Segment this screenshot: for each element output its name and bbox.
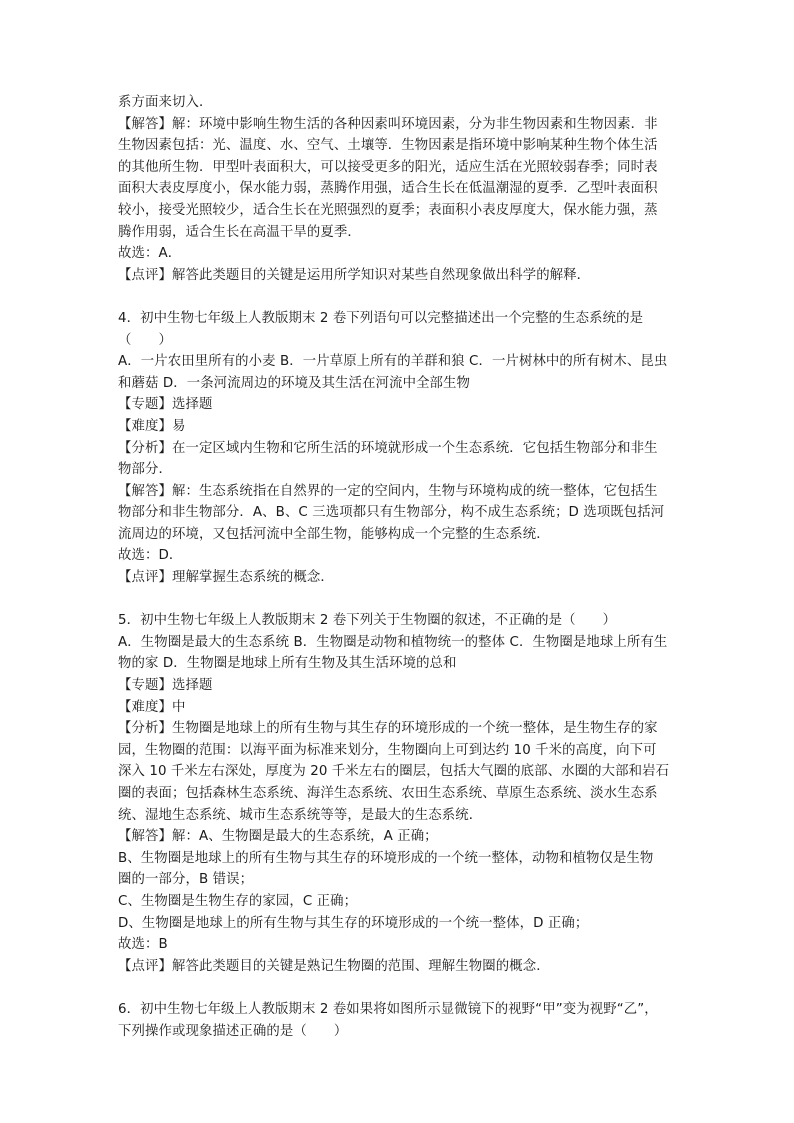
text-line: 【难度】易	[118, 418, 186, 434]
text-line: 【点评】解答此类题目的关键是运用所学知识对某些自然现象做出科学的解释．	[118, 267, 591, 283]
question-block	[118, 92, 678, 286]
text-line: 较小，接受光照较少，适合生长在光照强烈的夏季；表面积小表皮厚度大，保水能力强，蒸	[118, 202, 658, 218]
text-line: 面积大表皮厚度小，保水能力弱，蒸腾作用强，适合生长在低温潮湿的夏季．乙型叶表面积	[118, 181, 658, 197]
text-line: 圈的表面；包括森林生态系统、海洋生态系统、农田生态系统、草原生态系统、淡水生态系	[118, 786, 658, 801]
text-line: 4．初中生物七年级上人教版期末 2 卷下列语句可以完整描述出一个完整的生态系统的是	[118, 310, 644, 326]
text-line: 【专题】选择题	[118, 678, 213, 694]
text-line: 物的家 D．生物圈是地球上所有生物及其生活环境的总和	[118, 656, 457, 672]
document-page	[118, 92, 678, 1042]
question-block	[118, 308, 678, 589]
text-line: 和蘑菇 D．一条河流周边的环境及其生活在河流中全部生物	[118, 375, 471, 391]
paragraph-gap	[118, 589, 678, 611]
text-line: 【解答】解：A、生物圈是最大的生态系统，A 正确；	[118, 829, 438, 845]
text-line: 【难度】中	[118, 699, 186, 715]
text-line: 故选：D．	[118, 548, 183, 564]
text-line: B、生物圈是地球上的所有生物与其生存的环境形成的一个统一整体，动物和植物仅是生物	[118, 850, 654, 866]
text-line: 【点评】解答此类题目的关键是熟记生物圈的范围、理解生物圈的概念．	[118, 958, 550, 974]
text-line: 【分析】在一定区域内生物和它所生活的环境就形成一个生态系统．它包括生物部分和非生	[118, 440, 658, 456]
question-block	[118, 999, 678, 1042]
text-line: 物部分．	[118, 462, 172, 478]
text-line: 流周边的环境，又包括河流中全部生物，能够构成一个完整的生态系统．	[118, 526, 550, 542]
text-line: 【解答】解：环境中影响生物生活的各种因素叫环境因素，分为非生物因素和生物因素．非	[118, 116, 658, 132]
text-line: 6．初中生物七年级上人教版期末 2 卷如果将如图所示显微镜下的视野“甲”变为视野“乙”，	[118, 1001, 658, 1017]
text-line: 统、湿地生态系统、城市生态系统等等，是最大的生态系统．	[118, 807, 483, 823]
text-line: 【分析】生物圈是地球上的所有生物与其生存的环境形成的一个统一整体，是生物生存的家	[118, 721, 658, 737]
text-line: 深入 10 千米左右深处，厚度为 20 千米左右的圈层，包括大气圈的底部、水圈的大部和岩石	[118, 764, 670, 780]
text-line: D、生物圈是地球上的所有生物与其生存的环境形成的一个统一整体，D 正确；	[118, 915, 589, 931]
text-line: 腾作用弱，适合生长在高温干旱的夏季．	[118, 224, 361, 240]
text-line: 【专题】选择题	[118, 397, 213, 413]
text-line: A．一片农田里所有的小麦 B．一片草原上所有的羊群和狼 C．一片树林中的所有树木、昆虫	[118, 354, 668, 370]
text-line: 系方面来切入．	[118, 95, 213, 110]
text-line: 的其他所生物．甲型叶表面积大，可以接受更多的阳光，适应生活在光照较弱春季；同时表	[118, 159, 658, 175]
paragraph-gap	[118, 977, 678, 999]
text-line: C、生物圈是生物生存的家园，C 正确；	[118, 893, 358, 909]
text-line: 【点评】理解掌握生态系统的概念．	[118, 570, 334, 586]
text-line: 园，生物圈的范围：以海平面为标准来划分，生物圈向上可到达约 10 千米的高度，向下可	[118, 742, 657, 758]
text-line: A．生物圈是最大的生态系统 B．生物圈是动物和植物统一的整体 C．生物圈是地球上所有生	[118, 634, 668, 650]
text-line: 物部分和非生物部分．A、B、C 三选项都只有生物部分，构不成生态系统；D 选项既包括河	[118, 505, 665, 521]
text-line: （ ）	[118, 332, 172, 348]
text-line: 【解答】解：生态系统指在自然界的一定的空间内，生物与环境构成的统一整体，它包括生	[118, 483, 658, 499]
text-line: 故选：A．	[118, 246, 182, 262]
question-block	[118, 610, 678, 977]
text-line: 5．初中生物七年级上人教版期末 2 卷下列关于生物圈的叙述，不正确的是（ ）	[118, 613, 617, 629]
text-line: 下列操作或现象描述正确的是（ ）	[118, 1023, 348, 1039]
text-line: 生物因素包括：光、温度、水、空气、土壤等．生物因素是指环境中影响某种生物个体生活	[118, 138, 658, 154]
paragraph-gap	[118, 286, 678, 308]
text-line: 圈的一部分，B 错误；	[118, 872, 254, 888]
text-line: 故选：B	[118, 937, 168, 953]
